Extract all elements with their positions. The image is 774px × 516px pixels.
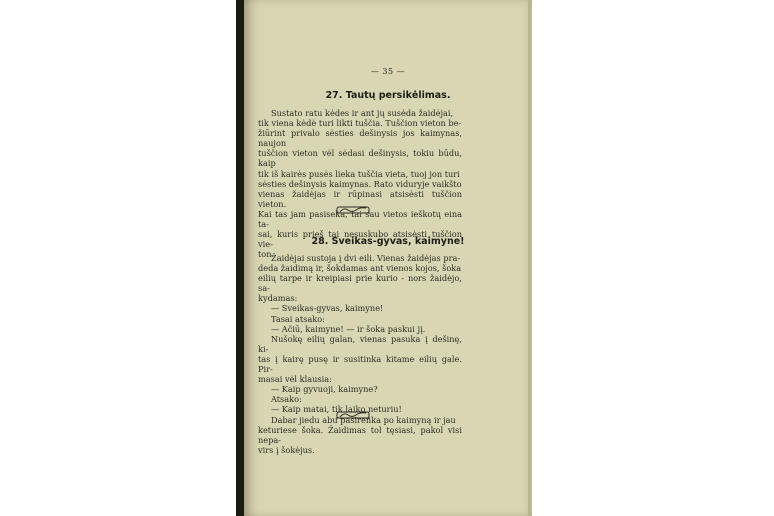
paragraph: Sustato ratu kėdes ir ant jų susėda žaidėjai, tik viena kėdė turi likti tuščia. Tuščion vieton be- žiūrint privalo sėsties dešinysis jos kaimynas, naujon tuščion vieton vėl sėdasi dešinysis, tokiu būdu, kaip tik iš kairės pusės lieka tuščia vieta, tuoj jon turi sėsties dešinysis kaimynas. Rato viduryje vaikšto vienas žaidėjas ir rūpinasi atsisėsti tuščion vieton. Kai tas jam pasiseka, tai sau vietos ieškotų eina ta- sai, kuris prieš tai nesuskubo atsisėsti tuščion vie- ton.	[258, 108, 462, 260]
paragraph: — Kaip gyvuoji, kaimyne?	[271, 384, 378, 395]
book-page	[244, 0, 532, 516]
paragraph: — Kaip matai, tik laiko neturiu!	[271, 404, 402, 415]
paragraph: Dabar jiedu abu pasirenka po kaimyną ir jau keturiese šoka. Žaidimas tol tęsiasi, pakol visi nepa- virs į šokėjus.	[258, 414, 462, 455]
ornament-divider	[336, 410, 370, 420]
paragraph: Nušokę eilių galan, vienas pasuka į dešinę, ki- tas į kairę pusę ir susitinka kitame eilių gale. Pir- masai vėl klausia:	[258, 333, 462, 385]
paragraph: — Ačiū, kaimyne! — ir šoka paskui jį.	[271, 323, 426, 334]
section-title-27: 27. Tautų persikėlimas.	[325, 90, 451, 101]
paragraph: Tasai atsako:	[271, 313, 325, 324]
paragraph: Žaidėjai sustoja į dvi eili. Vienas žaidėjas pra- deda žaidimą ir, šokdamas ant vienos kojos, šoka eilių tarpe ir kreipiasi prie kurio - nors žaidėjo, sa- kydamas:	[258, 253, 462, 304]
paragraph: Atsako:	[271, 394, 302, 405]
section-body-28	[258, 253, 462, 455]
ornament-divider	[336, 205, 370, 215]
page-number: — 35 —	[370, 67, 406, 76]
paragraph: — Sveikas-gyvas, kaimyne!	[271, 303, 384, 314]
page-edge-right	[528, 0, 531, 516]
section-title-28: 28. Sveikas-gyvas, kaimyne!	[311, 236, 465, 247]
